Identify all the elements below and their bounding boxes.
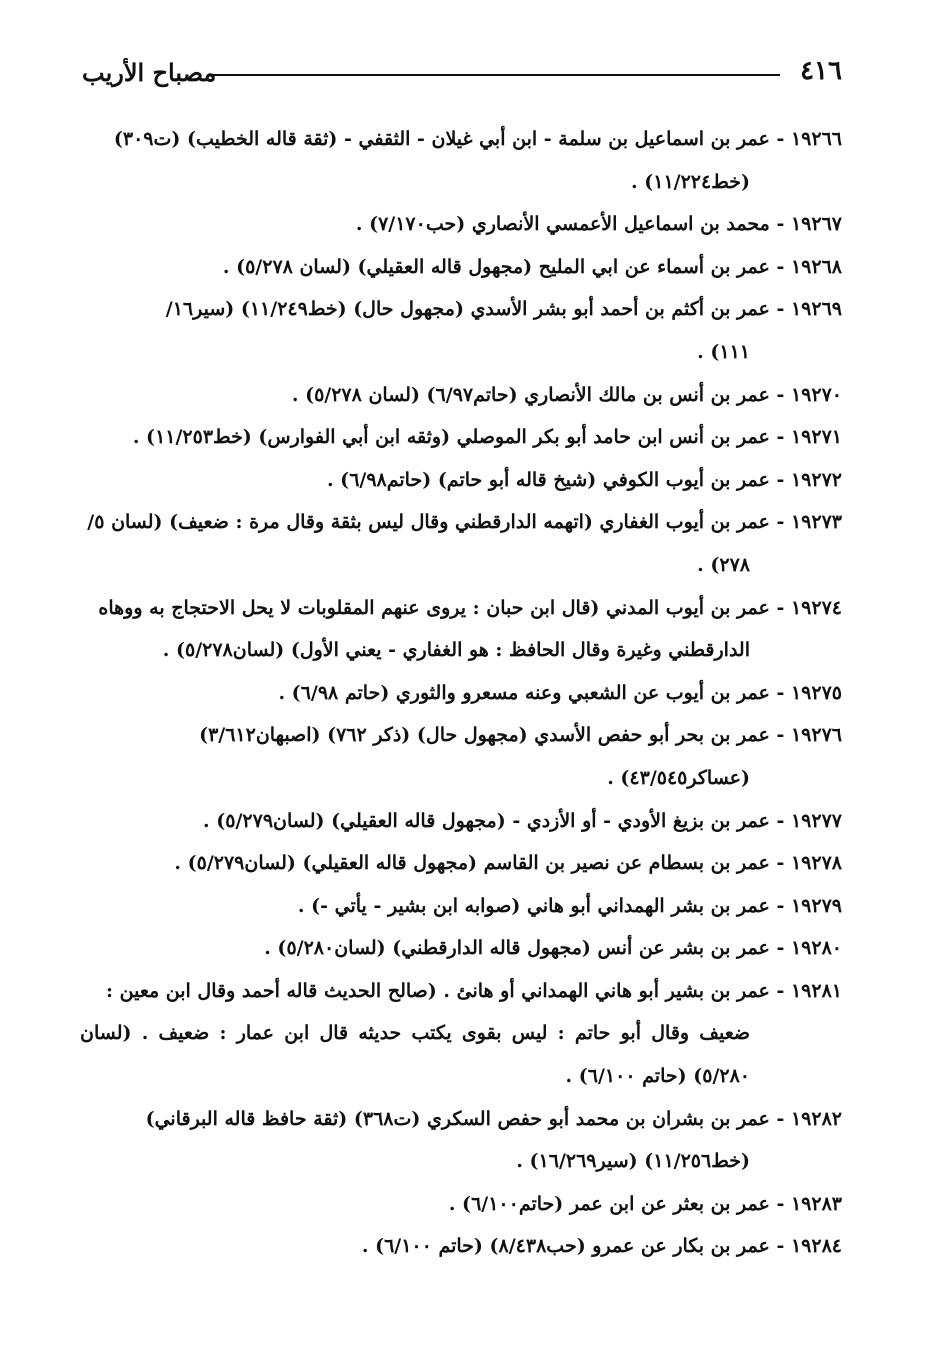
entry-text: عمر بن بشر عن أنس (مجهول قاله الدارقطني) (لسان٥/٢٨٠) . <box>264 937 770 960</box>
entry-number: ١٩٢٦٨ <box>790 255 842 278</box>
entry-number: ١٩٢٦٩ <box>790 298 842 321</box>
entry-dash: - <box>769 937 791 960</box>
entry-number: ١٩٢٨٣ <box>790 1192 842 1215</box>
entry-continuation: ٢٧٨) . <box>697 553 750 576</box>
entry-7 <box>80 501 842 586</box>
entry-text: عمر بن أسماء عن ابي المليح (مجهول قاله العقيلي) (لسان ٥/٢٧٨) . <box>222 255 770 278</box>
entry-number: ١٩٢٧٣ <box>790 511 842 534</box>
entry-dash: - <box>769 894 791 917</box>
entry-1 <box>80 203 842 246</box>
page-number: ٤١٦ <box>800 56 842 86</box>
entry-text: عمر بن أيوب عن الشعبي وعنه مسعرو والثوري (حاتم ٦/٩٨) . <box>278 681 770 704</box>
entry-0 <box>80 118 842 203</box>
entry-dash: - <box>769 1192 791 1215</box>
entry-dash: - <box>769 724 791 747</box>
entry-dash: - <box>769 596 791 619</box>
entry-number: ١٩٢٦٧ <box>790 213 842 236</box>
entry-text: عمر بن أنس ابن حامد أبو بكر الموصلي (وثقه ابن أبي الفوارس) (خط١١/٢٥٣) . <box>132 426 770 449</box>
entry-continuation: ضعيف وقال أبو حاتم : ليس بقوى يكتب حديثه قال ابن عمار : ضعيف . (لسان ٥/٢٨٠) (حاتم ٦/١٠٠) . <box>80 1022 750 1088</box>
entry-dash: - <box>769 255 791 278</box>
entry-13 <box>80 885 842 928</box>
entry-number: ١٩٢٧٤ <box>790 596 842 619</box>
entry-text: عمر بن بشير أبو هاني الهمداني أو هانئ . (صالح الحديث قاله أحمد وقال ابن معين : <box>106 979 770 1002</box>
entry-continuation: ١١١) . <box>697 340 750 363</box>
entry-dash: - <box>769 213 791 236</box>
entry-dash: - <box>769 681 791 704</box>
entry-number: ١٩٢٨٤ <box>790 1235 842 1258</box>
entry-text: عمر بن بكار عن عمرو (حب٨/٤٣٨) (حاتم ٦/١٠٠) . <box>361 1235 770 1258</box>
entry-text: عمر بن بزيغ الأودي - أو الأزدي - (مجهول قاله العقيلي) (لسان٥/٢٧٩) . <box>203 809 770 832</box>
entry-number: ١٩٢٧٩ <box>790 894 842 917</box>
entry-dash: - <box>769 1235 791 1258</box>
entry-4 <box>80 374 842 417</box>
entry-number: ١٩٢٦٦ <box>790 128 842 150</box>
entry-text: عمر بن أيوب الكوفي (شيخ قاله أبو حاتم) (حاتم٦/٩٨) . <box>326 468 770 491</box>
entry-text: عمر بن بشران بن محمد أبو حفص السكري (ت٣٦٨) (ثقة حافظ قاله البرقاني) <box>145 1107 770 1130</box>
entry-text: عمر بن اسماعيل بن سلمة - ابن أبي غيلان - الثقفي - (ثقة قاله الخطيب) (ت٣٠٩) <box>113 128 770 150</box>
entry-11 <box>80 800 842 843</box>
entry-14 <box>80 927 842 970</box>
entry-continuation: (خط١١/٢٢٤) . <box>631 170 750 193</box>
entry-number: ١٩٢٧١ <box>790 426 842 449</box>
entry-2 <box>80 246 842 289</box>
entry-number: ١٩٢٨٠ <box>790 937 842 960</box>
entry-number: ١٩٢٨١ <box>790 979 842 1002</box>
entry-dash: - <box>769 809 791 832</box>
entry-list <box>80 118 842 1268</box>
book-title: مصباح الأريب <box>82 58 217 87</box>
entry-number: ١٩٢٧٠ <box>790 383 842 406</box>
page-header <box>82 56 842 96</box>
entry-number: ١٩٢٧٨ <box>790 852 842 875</box>
entry-3 <box>80 288 842 373</box>
entry-text: عمر بن بسطام عن نصير بن القاسم (مجهول قاله العقيلي) (لسان٥/٢٧٩) . <box>174 852 770 875</box>
entry-dash: - <box>769 128 791 150</box>
entry-15 <box>80 970 842 1098</box>
entry-text: عمر بن بشر الهمداني أبو هاني (صوابه ابن بشير - يأتي -) . <box>297 894 770 917</box>
entry-12 <box>80 842 842 885</box>
entry-text: عمر بن بعثر عن ابن عمر (حاتم٦/١٠٠) . <box>448 1192 770 1215</box>
entry-18 <box>80 1225 842 1268</box>
entry-text: عمر بن بحر أبو حفص الأسدي (مجهول حال) (ذكر ٧٦٢) (اصبهان٣/٦١٢) <box>199 724 770 747</box>
header-rule <box>212 74 780 76</box>
entry-dash: - <box>769 426 791 449</box>
entry-number: ١٩٢٨٢ <box>790 1107 842 1130</box>
entry-continuation: الدارقطني وغيرة وقال الحافظ : هو الغفاري - يعني الأول) (لسان٥/٢٧٨) . <box>162 639 750 662</box>
entry-text: عمر بن أيوب المدني (قال ابن حبان : يروى عنهم المقلوبات لا يحل الاحتجاج به ووهاه <box>98 596 770 619</box>
entry-continuation: (خط١١/٢٥٦) (سير١٦/٢٦٩) . <box>516 1150 750 1173</box>
entry-number: ١٩٢٧٢ <box>790 468 842 491</box>
entry-number: ١٩٢٧٥ <box>790 681 842 704</box>
entry-number: ١٩٢٧٧ <box>790 809 842 832</box>
entry-5 <box>80 416 842 459</box>
entry-dash: - <box>769 979 791 1002</box>
entry-9 <box>80 672 842 715</box>
entry-16 <box>80 1098 842 1183</box>
entry-17 <box>80 1183 842 1226</box>
entry-text: عمر بن أيوب الغفاري (اتهمه الدارقطني وقال ليس بثقة وقال مرة : ضعيف) (لسان ٥/ <box>87 511 770 534</box>
entry-dash: - <box>769 852 791 875</box>
entry-continuation: (عساكر٤٣/٥٤٥) . <box>607 766 750 789</box>
entry-text: عمر بن أكثم بن أحمد أبو بشر الأسدي (مجهول حال) (خط١١/٢٤٩) (سير١٦/ <box>165 298 770 321</box>
entry-dash: - <box>769 511 791 534</box>
entry-dash: - <box>769 1107 791 1130</box>
entry-text: محمد بن اسماعيل الأعمسي الأنصاري (حب٧/١٧٠) . <box>355 213 770 236</box>
entry-number: ١٩٢٧٦ <box>790 724 842 747</box>
entry-6 <box>80 459 842 502</box>
entry-dash: - <box>769 383 791 406</box>
entry-text: عمر بن أنس بن مالك الأنصاري (حاتم٦/٩٧) (لسان ٥/٢٧٨) . <box>291 383 770 406</box>
entry-dash: - <box>769 298 791 321</box>
entry-dash: - <box>769 468 791 491</box>
entry-10 <box>80 714 842 799</box>
entry-8 <box>80 587 842 672</box>
